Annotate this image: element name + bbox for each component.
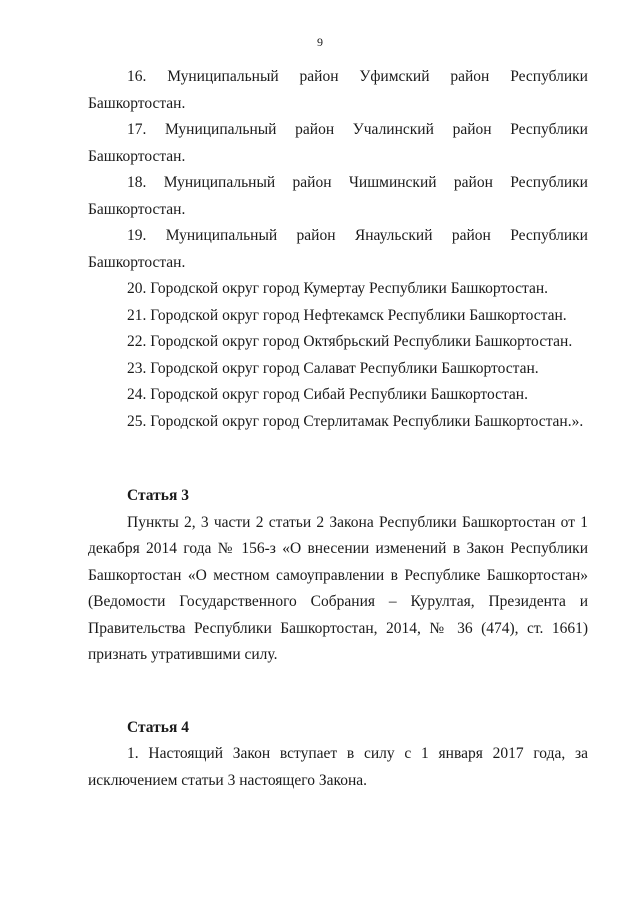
section-spacer (88, 669, 588, 715)
list-item (88, 64, 588, 117)
list-item-line: 17. Муниципальный район Учалинский район Республики (127, 121, 588, 138)
article-3 (88, 483, 588, 669)
city-list (88, 276, 588, 435)
list-item (88, 170, 588, 223)
document-body (88, 64, 588, 794)
page-number: 9 (317, 35, 323, 49)
list-item: 20. Городской округ город Кумертау Республики Башкортостан. (127, 280, 549, 297)
list-item: 24. Городской округ город Сибай Республики Башкортостан. (127, 386, 528, 403)
list-item-continuation: Башкортостан. (88, 94, 186, 112)
article-heading: Статья 3 (127, 487, 189, 504)
article-heading: Статья 4 (127, 718, 189, 736)
list-item-continuation: Башкортостан. (88, 200, 186, 218)
list-item-continuation: Башкортостан. (88, 253, 186, 271)
section-spacer (88, 435, 588, 483)
list-item: 25. Городской округ город Стерлитамак Республики Башкортостан.». (127, 412, 584, 430)
list-item (88, 117, 588, 170)
list-item-line: 18. Муниципальный район Чишминский район Республики (127, 174, 588, 191)
article-text: 1. Настоящий Закон вступает в силу с 1 января 2017 года, за исключением статьи 3 настоящего Закона. (88, 745, 588, 789)
district-list (88, 64, 588, 276)
article-text: Пункты 2, 3 части 2 статьи 2 Закона Республики Башкортостан от 1 декабря 2014 года № 156-з «О внесении изменений в Закон Республики Башкортостан «О местном самоуправлении в Республике Башкортостан» (Ведомости Государственного Собрания – Курултая, Президента и Правительства Республики Башкортостан, 2014, № 36 (474), ст. 1661) признать утратившими силу. (88, 513, 588, 663)
list-item-line: 19. Муниципальный район Янаульский район Республики (127, 227, 588, 244)
list-item-line: 16. Муниципальный район Уфимский район Республики (127, 68, 588, 85)
list-item: 22. Городской округ город Октябрьский Республики Башкортостан. (127, 333, 573, 350)
list-item: 23. Городской округ город Салават Республики Башкортостан. (127, 359, 539, 377)
list-item: 21. Городской округ город Нефтекамск Республики Башкортостан. (127, 306, 567, 324)
list-item (88, 223, 588, 276)
article-4 (88, 715, 588, 795)
list-item-continuation: Башкортостан. (88, 147, 186, 165)
